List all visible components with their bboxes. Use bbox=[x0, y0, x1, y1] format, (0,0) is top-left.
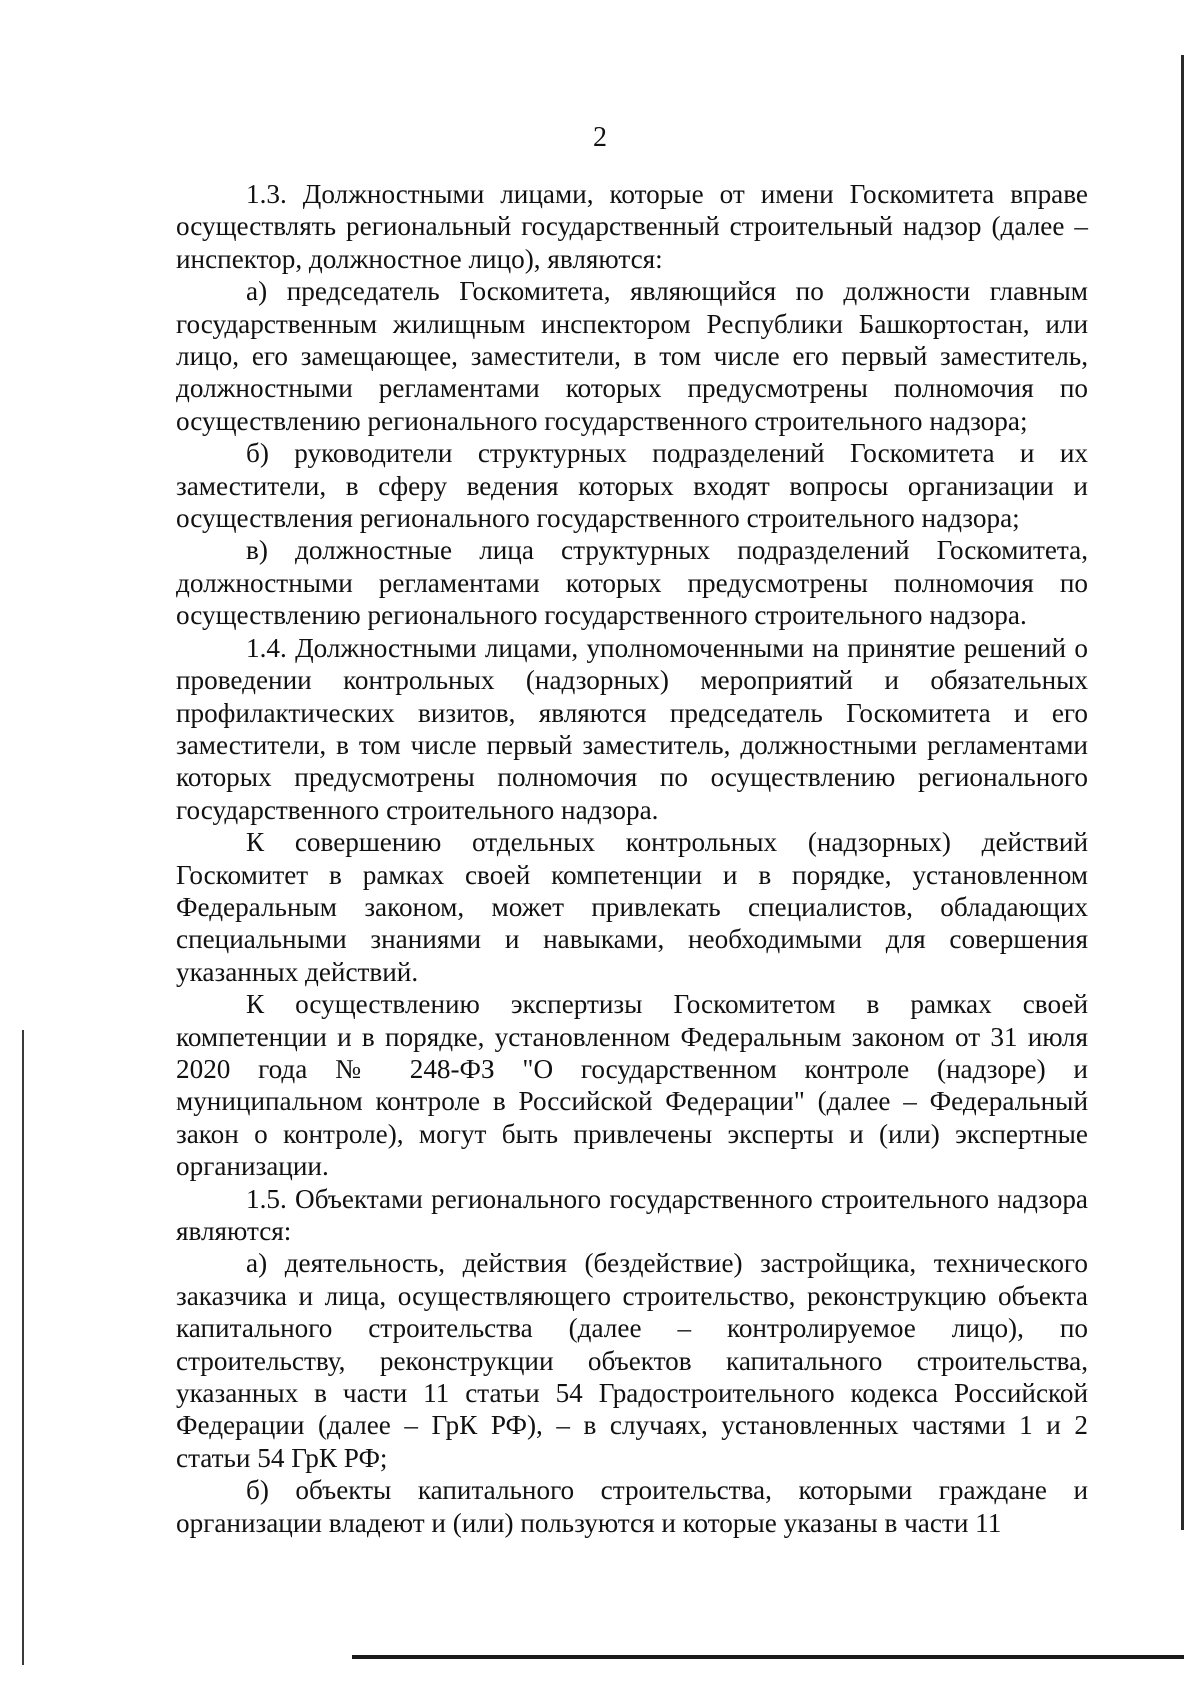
paragraph-expertise: К осуществлению экспертизы Госкомитетом в рамках своей компетенции и в порядке, установленном Федеральным законом от 31 июля 2020 года № 248-ФЗ "О государственном контроле (надзоре) и муниципальном контроле в Российской Федерации" (далее – Федеральный закон о контроле), могут быть привлечены эксперты и (или) экспертные организации. bbox=[176, 989, 1088, 1182]
paragraph-1-3: 1.3. Должностными лицами, которые от имени Госкомитета вправе осуществлять региональный государственный строительный надзор (далее – инспектор, должностное лицо), являются: bbox=[176, 179, 1088, 274]
paragraph-specialists: К совершению отдельных контрольных (надзорных) действий Госкомитет в рамках своей компетенции и в порядке, установленном Федеральным законом, может привлекать специалистов, обладающих специальными знаниями и навыками, необходимыми для совершения указанных действий. bbox=[176, 827, 1088, 987]
paragraph-1-5-a: а) деятельность, действия (бездействие) застройщика, технического заказчика и лица, осуществляющего строительство, реконструкцию объекта капитального строительства (далее – контролируемое лицо), по строительству, реконструкции объектов капитального строительства, указанных в части 11 статьи 54 Градостроительного кодекса Российской Федерации (далее – ГрК РФ), – в случаях, установленных частями 1 и 2 статьи 54 ГрК РФ; bbox=[176, 1248, 1088, 1473]
paragraph-1-5-b: б) объекты капитального строительства, которыми граждане и организации владеют и (или) пользуются и которые указаны в части 11 bbox=[176, 1475, 1088, 1538]
document-body bbox=[176, 178, 1088, 1539]
page-number: 2 bbox=[593, 122, 607, 153]
paragraph-1-4: 1.4. Должностными лицами, уполномоченными на принятие решений о проведении контрольных (надзорных) мероприятий и обязательных профилактических визитов, являются председатель Госкомитета и его заместители, в том числе первый заместитель, должностными регламентами которых предусмотрены полномочия по осуществлению регионального государственного строительного надзора. bbox=[176, 632, 1088, 825]
scan-edge-bottom bbox=[352, 1655, 1184, 1659]
scan-edge-left bbox=[22, 1030, 24, 1665]
paragraph-1-5: 1.5. Объектами регионального государственного строительного надзора являются: bbox=[176, 1183, 1088, 1246]
scan-edge-right bbox=[1181, 55, 1184, 1530]
paragraph-1-3-v: в) должностные лица структурных подразделений Госкомитета, должностными регламентами которых предусмотрены полномочия по осуществлению регионального государственного строительного надзора. bbox=[176, 535, 1088, 631]
paragraph-1-3-b: б) руководители структурных подразделений Госкомитета и их заместители, в сферу ведения которых входят вопросы организации и осуществления регионального государственного строительного надзора; bbox=[176, 438, 1088, 534]
paragraph-1-3-a: а) председатель Госкомитета, являющийся по должности главным государственным жилищным инспектором Республики Башкортостан, или лицо, его замещающее, заместители, в том числе его первый заместитель, должностными регламентами которых предусмотрены полномочия по осуществлению регионального государственного строительного надзора; bbox=[176, 276, 1088, 436]
